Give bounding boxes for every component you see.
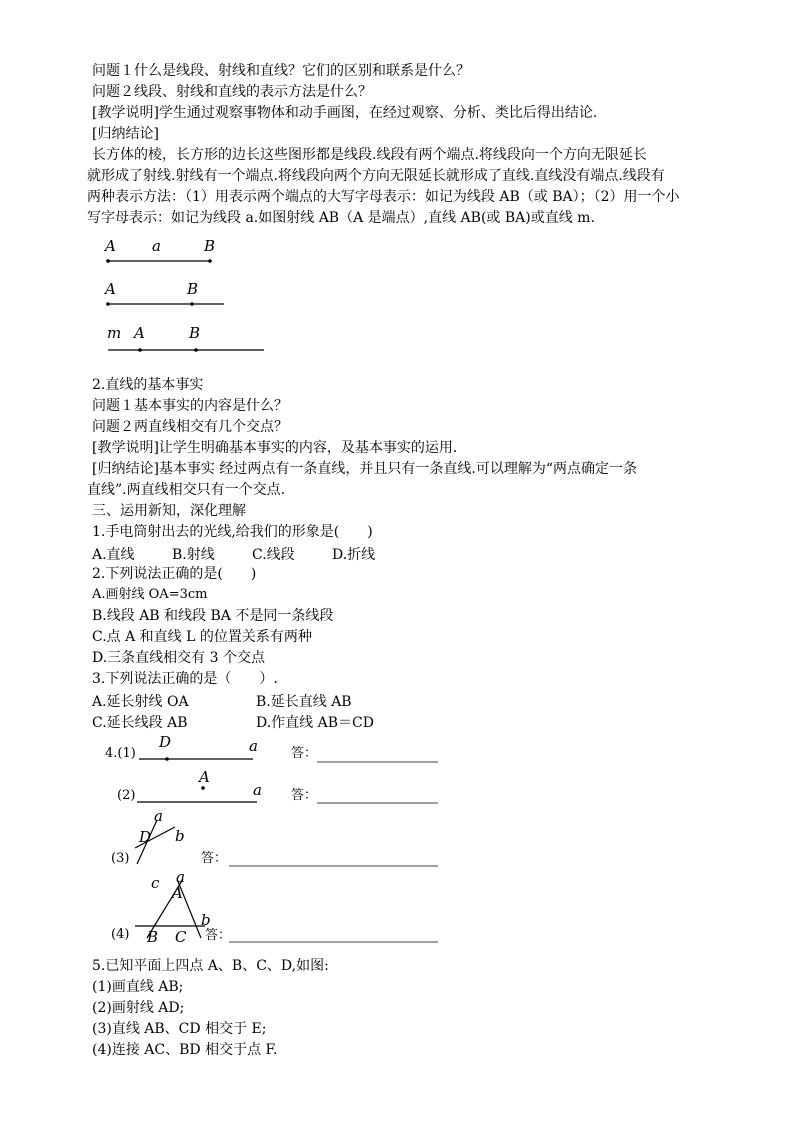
exercise-3-option-a: A.延长射线 OA (92, 694, 189, 710)
ex4-4-label-c: c (151, 874, 160, 892)
exercise-5-stem: 5.已知平面上四点 A、B、C、D,如图: (92, 958, 329, 974)
exercise-2-option-d: D.三条直线相交有 3 个交点 (92, 650, 265, 666)
fig1-point (190, 302, 194, 306)
summary-label: [归纳结论] (92, 126, 159, 142)
exercise-5-step-1: (1)画直线 AB; (92, 979, 184, 995)
ex4-4-label-B: B (147, 928, 159, 944)
ex4-num-3: (3) (111, 851, 130, 866)
ex4-4-label-C: C (175, 928, 187, 944)
ex4-num-2: (2) (117, 788, 136, 803)
fig1-point (138, 348, 142, 352)
fig1-point (106, 259, 110, 263)
question-2: 问题２线段、射线和直线的表示方法是什么？ (92, 84, 372, 100)
fig1-point (106, 302, 110, 306)
exercise-5-step-4: (4)连接 AC、BD 相交于点 F. (92, 1042, 278, 1058)
section-2-summary-2: 直线”.两直线相交只有一个交点. (87, 482, 286, 498)
fig1-label-A1: A (105, 237, 116, 255)
section-2-heading: 2.直线的基本事实 (92, 377, 204, 393)
ex4-num-4: (4) (111, 927, 130, 942)
ex4-4-label-A: A (172, 884, 183, 902)
ex4-2-label-A: A (199, 768, 210, 786)
ex4-4-label-b: b (201, 911, 211, 929)
exercise-1-option-b: B.射线 (172, 547, 215, 563)
exercise-3-stem: 3.下列说法正确的是（ ）. (92, 671, 278, 687)
section-2-question-2: 问题２两直线相交有几个交点？ (92, 419, 288, 435)
exercise-2-option-c: C.点 A 和直线 L 的位置关系有两种 (92, 629, 312, 645)
exercise-1-option-d: D.折线 (332, 547, 376, 563)
ex4-2-answer-label: 答： (291, 788, 318, 803)
exercise-2-option-a: A.画射线 OA=3cm (92, 587, 208, 602)
summary-para-2: 就形成了射线.射线有一个端点.将线段向两个方向无限延长就形成了直线.直线没有端点.线段有 (87, 168, 665, 184)
exercise-5-step-2: (2)画射线 AD; (92, 1000, 185, 1016)
fig1-label-m: m (107, 324, 122, 342)
ex4-3-label-D: D (139, 828, 152, 846)
exercise-3-option-d: D.作直线 AB＝CD (256, 715, 374, 731)
summary-para-3: 两种表示方法：（1）用表示两个端点的大写字母表示：如记为线段 AB（或 BA）；（2）用一个小 (87, 189, 680, 205)
ex4-3-answer-label: 答： (201, 851, 228, 866)
exercise-1-option-c: C.线段 (252, 547, 295, 563)
exercise-3-option-b: B.延长直线 AB (256, 694, 352, 710)
ex4-3-label-a: a (154, 807, 163, 825)
section-2-question-1: 问题１基本事实的内容是什么？ (92, 398, 288, 414)
teaching-note: [教学说明]学生通过观察事物体和动手画图，在经过观察、分析、类比后得出结论. (92, 105, 598, 121)
ex4-4-answer-label: 答： (205, 928, 232, 943)
ex4-1-label-D: D (159, 734, 172, 751)
ex4-1-answer-label: 答： (291, 746, 318, 761)
question-1: 问题１什么是线段、射线和直线？它们的区别和联系是什么？ (92, 63, 470, 79)
fig1-label-A3: A (134, 324, 145, 342)
exercise-2-option-b: B.线段 AB 和线段 BA 不是同一条线段 (92, 608, 334, 624)
ex4-2-label-a: a (253, 781, 262, 799)
fig1-point (208, 259, 212, 263)
section-2-note: [教学说明]让学生明确基本事实的内容，及基本事实的运用. (92, 440, 458, 456)
exercise-3-option-c: C.延长线段 AB (92, 715, 188, 731)
ex4-2-point-A (201, 786, 205, 790)
figure-line-types (100, 232, 300, 362)
exercise-1-option-a: A.直线 (92, 547, 135, 563)
ex4-1-point-D (165, 757, 169, 761)
exercise-4-figures (105, 734, 445, 944)
summary-para-4: 写字母表示：如记为线段 a.如图射线 AB（A 是端点）,直线 AB(或 BA)或直线 m. (87, 210, 595, 226)
summary-para-1: 长方体的棱，长方形的边长这些图形都是线段.线段有两个端点.将线段向一个方向无限延长 (92, 147, 647, 163)
fig1-label-B3: B (189, 324, 201, 342)
fig1-point (194, 348, 198, 352)
exercise-5-step-3: (3)直线 AB、CD 相交于 E; (92, 1021, 267, 1037)
exercise-1-stem: 1.手电筒射出去的光线,给我们的形象是( ) (92, 524, 373, 540)
ex4-3-label-b: b (175, 827, 185, 845)
ex4-4-label-a: a (176, 868, 185, 886)
fig1-label-B2: B (187, 280, 199, 298)
exercise-2-stem: 2.下列说法正确的是( ) (92, 566, 257, 582)
section-2-summary-1: [归纳结论]基本事实 经过两点有一条直线，并且只有一条直线.可以理解为“两点确定一条 (92, 461, 637, 477)
ex4-num-1: 4.(1) (105, 746, 136, 761)
section-3-heading: 三、运用新知，深化理解 (92, 503, 246, 519)
fig1-label-a: a (152, 237, 161, 255)
fig1-label-B1: B (204, 237, 216, 255)
fig1-label-A2: A (105, 280, 116, 298)
ex4-1-label-a: a (249, 737, 258, 755)
